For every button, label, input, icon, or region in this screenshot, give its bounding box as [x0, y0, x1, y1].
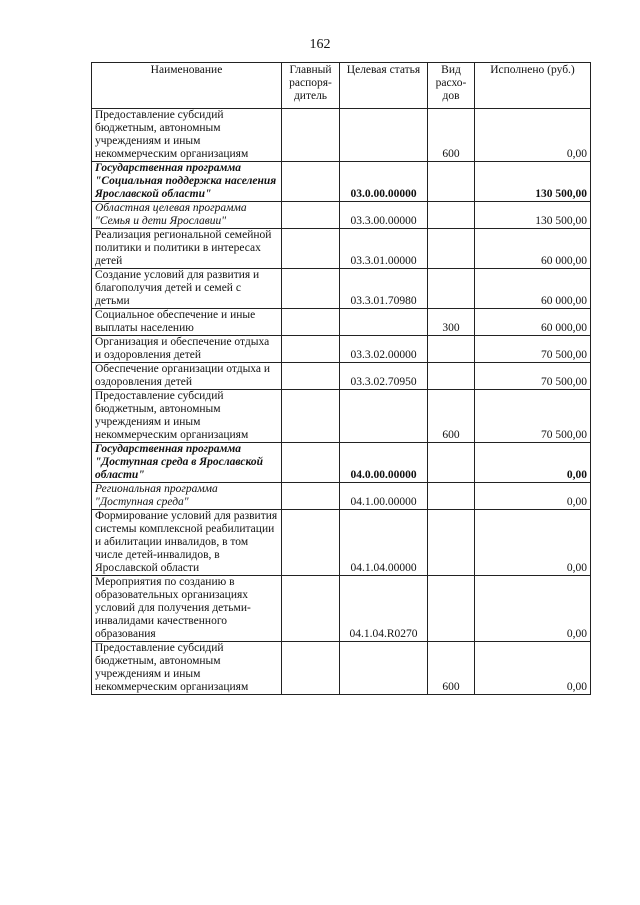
cell-kind: [428, 510, 475, 576]
cell-admin: [282, 229, 340, 269]
cell-name: Реализация региональной семейной политики и политики в интересах детей: [92, 229, 282, 269]
cell-kind: [428, 229, 475, 269]
cell-kind: 600: [428, 109, 475, 162]
cell-kind: 300: [428, 309, 475, 336]
cell-kind: [428, 336, 475, 363]
cell-name: Предоставление субсидий бюджетным, автономным учреждениям и иным некоммерческим организациям: [92, 642, 282, 695]
expenditure-table: [91, 62, 591, 695]
cell-done: 130 500,00: [475, 202, 591, 229]
header-name: Наименование: [92, 63, 282, 109]
cell-name: Создание условий для развития и благополучия детей и семей с детьми: [92, 269, 282, 309]
cell-target: 04.1.04.00000: [340, 510, 428, 576]
cell-target: [340, 390, 428, 443]
cell-kind: [428, 202, 475, 229]
cell-done: 0,00: [475, 510, 591, 576]
cell-target: [340, 109, 428, 162]
cell-admin: [282, 269, 340, 309]
cell-target: 03.3.01.00000: [340, 229, 428, 269]
cell-done: 0,00: [475, 576, 591, 642]
cell-target: 03.3.01.70980: [340, 269, 428, 309]
cell-name: Социальное обеспечение и иные выплаты населению: [92, 309, 282, 336]
cell-admin: [282, 109, 340, 162]
cell-name: Формирование условий для развития системы комплексной реабилитации и абилитации инвалидов, в том числе детей-инвалидов, в Ярославской области: [92, 510, 282, 576]
cell-name: Государственная программа "Доступная среда в Ярославской области": [92, 443, 282, 483]
cell-admin: [282, 336, 340, 363]
cell-target: 04.1.04.R0270: [340, 576, 428, 642]
table-header-row: [92, 63, 591, 109]
cell-kind: [428, 363, 475, 390]
cell-name: Мероприятия по созданию в образовательных организациях условий для получения детьми-инвалидами качественного образования: [92, 576, 282, 642]
table-row: [92, 269, 591, 309]
header-admin: Главный распоря- дитель: [282, 63, 340, 109]
cell-done: 60 000,00: [475, 229, 591, 269]
cell-admin: [282, 390, 340, 443]
table-row: [92, 109, 591, 162]
cell-kind: [428, 269, 475, 309]
cell-target: 03.3.00.00000: [340, 202, 428, 229]
table-row: [92, 443, 591, 483]
cell-name: Областная целевая программа "Семья и дети Ярославии": [92, 202, 282, 229]
cell-name: Предоставление субсидий бюджетным, автономным учреждениям и иным некоммерческим организациям: [92, 390, 282, 443]
table-row: [92, 309, 591, 336]
cell-admin: [282, 443, 340, 483]
table-row: [92, 642, 591, 695]
cell-target: 04.0.00.00000: [340, 443, 428, 483]
cell-target: 03.3.02.00000: [340, 336, 428, 363]
table-row: [92, 363, 591, 390]
table-row: [92, 390, 591, 443]
cell-target: 03.3.02.70950: [340, 363, 428, 390]
cell-target: [340, 642, 428, 695]
cell-kind: [428, 576, 475, 642]
cell-target: 03.0.00.00000: [340, 162, 428, 202]
cell-done: 0,00: [475, 109, 591, 162]
cell-admin: [282, 309, 340, 336]
cell-name: Региональная программа "Доступная среда": [92, 483, 282, 510]
cell-admin: [282, 202, 340, 229]
cell-name: Обеспечение организации отдыха и оздоровления детей: [92, 363, 282, 390]
cell-admin: [282, 642, 340, 695]
cell-target: 04.1.00.00000: [340, 483, 428, 510]
cell-kind: 600: [428, 642, 475, 695]
cell-done: 70 500,00: [475, 363, 591, 390]
cell-target: [340, 309, 428, 336]
cell-name: Организация и обеспечение отдыха и оздоровления детей: [92, 336, 282, 363]
table-row: [92, 162, 591, 202]
header-target: Целевая статья: [340, 63, 428, 109]
table-row: [92, 483, 591, 510]
cell-done: 0,00: [475, 642, 591, 695]
table-row: [92, 202, 591, 229]
cell-name: Государственная программа "Социальная поддержка населения Ярославской области": [92, 162, 282, 202]
cell-admin: [282, 162, 340, 202]
cell-admin: [282, 363, 340, 390]
header-done: Исполнено (руб.): [475, 63, 591, 109]
table-row: [92, 576, 591, 642]
table-body: [92, 109, 591, 695]
cell-kind: [428, 483, 475, 510]
cell-admin: [282, 510, 340, 576]
cell-kind: [428, 443, 475, 483]
cell-done: 60 000,00: [475, 309, 591, 336]
cell-done: 70 500,00: [475, 336, 591, 363]
table-row: [92, 336, 591, 363]
cell-name: Предоставление субсидий бюджетным, автономным учреждениям и иным некоммерческим организациям: [92, 109, 282, 162]
cell-done: 70 500,00: [475, 390, 591, 443]
table-row: [92, 229, 591, 269]
cell-done: 130 500,00: [475, 162, 591, 202]
table-row: [92, 510, 591, 576]
cell-admin: [282, 483, 340, 510]
cell-done: 0,00: [475, 443, 591, 483]
cell-done: 0,00: [475, 483, 591, 510]
header-kind: Вид расхо- дов: [428, 63, 475, 109]
cell-kind: [428, 162, 475, 202]
cell-kind: 600: [428, 390, 475, 443]
page-number: 162: [309, 37, 331, 52]
cell-admin: [282, 576, 340, 642]
cell-done: 60 000,00: [475, 269, 591, 309]
